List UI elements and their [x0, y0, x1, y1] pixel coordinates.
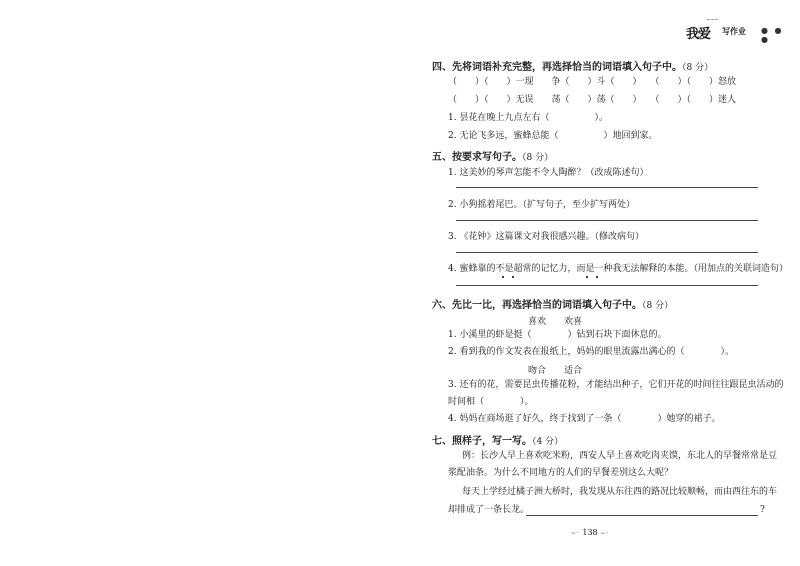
page-number-deco-left: ~· — [570, 530, 580, 537]
emphasis-dot — [512, 276, 514, 278]
s4-question-2[interactable]: 2. 无论飞多远，蜜蜂总能（ ）地回到家。 — [448, 131, 658, 141]
s5-question-3: 3. 《花钟》这篇课文对我很感兴趣。（修改病句） — [448, 232, 644, 242]
page-number — [560, 528, 620, 537]
s7-example-line-2: 浆配油条。为什么不同地方的人们的早餐差别这么大呢？ — [448, 468, 674, 478]
s5-answer-line-4[interactable] — [456, 285, 758, 286]
workbook-header — [686, 17, 786, 44]
s5-answer-line-2[interactable] — [456, 220, 758, 221]
s5-question-2: 2. 小狗摇着尾巴。（扩写句子，至少扩写两处） — [448, 200, 635, 210]
header-title: 我爱 — [686, 27, 711, 42]
section-6-title — [432, 296, 673, 311]
s6-question-4[interactable]: 4. 妈妈在商场逛了好久，终于找到了一条（ ）她穿的裙子。 — [448, 414, 721, 424]
s6-word-choices-2: 吻合 适合 — [528, 366, 583, 376]
s5-answer-line-3[interactable] — [456, 252, 758, 253]
emphasis-dot — [596, 276, 598, 278]
s7-paragraph-line-2: 却排成了一条长龙。 — [448, 505, 530, 515]
s7-answer-line[interactable] — [526, 515, 758, 516]
s7-paragraph-line-1: 每天上学经过橘子洲大桥时，我发现从东往西的路况比较顺畅，而由西往东的车 — [462, 487, 778, 497]
s7-question-mark: ? — [760, 505, 765, 515]
section-7-points: （4 分） — [532, 437, 564, 447]
section-4-title — [432, 58, 713, 73]
section-5-points: （8 分） — [522, 153, 554, 163]
s4-word-row-2[interactable]: （ ）（ ）无误 荡（ ）荡（ ） （ ）（ ）迷人 — [448, 95, 737, 105]
s6-word-choices-1: 喜欢 欢喜 — [528, 317, 583, 327]
page-number-deco-right: ~· — [600, 530, 610, 537]
header-subtitle: 写作业 — [722, 27, 746, 36]
s6-question-2[interactable]: 2. 看到我的作文发表在报纸上，妈妈的眼里流露出满心的（ ）。 — [448, 347, 734, 357]
s6-question-1[interactable]: 1. 小溪里的虾是挺（ ）钻到石块下面休息的。 — [448, 330, 667, 340]
section-6-points: （8 分） — [642, 301, 674, 311]
section-7-heading: 七、照样子，写一写。 — [432, 436, 532, 447]
emphasis-dot — [586, 276, 588, 278]
emphasis-dot — [502, 276, 504, 278]
s6-question-3: 3. 还有的花，需要昆虫传播花粉，才能结出种子，它们开花的时间往往跟昆虫活动的 — [448, 380, 784, 390]
section-5-heading: 五、按要求写句子。 — [432, 152, 522, 163]
s5-question-1: 1. 这美妙的琴声怎能不令人陶醉？（改成陈述句） — [448, 168, 649, 178]
section-7-title — [432, 432, 563, 447]
s4-word-row-1[interactable]: （ ）（ ）一现 争（ ）斗（ ） （ ）（ ）怒放 — [448, 77, 737, 87]
s6-question-3-cont[interactable]: 时间相（ ）。 — [448, 397, 534, 407]
header-dots: ● ● ● — [761, 26, 784, 44]
s4-question-1[interactable]: 1. 昙花在晚上九点左右（ ）。 — [448, 113, 608, 123]
header-ornament: ~~~ — [706, 17, 719, 23]
section-4-points: （8 分） — [682, 63, 714, 73]
section-5-title — [432, 148, 553, 163]
s7-example-line-1: 例：长沙人早上喜欢吃米粉，西安人早上喜欢吃肉夹馍，东北人的早餐常常是豆 — [462, 451, 778, 461]
page-number-value: 138 — [582, 528, 598, 537]
section-4-heading: 四、先将词语补充完整，再选择恰当的词语填入句子中。 — [432, 62, 682, 73]
s5-answer-line-1[interactable] — [456, 187, 758, 188]
s5-question-4: 4. 蜜蜂靠的不是超常的记忆力，而是一种我无法解释的本能。（用加点的关联词造句） — [448, 264, 788, 274]
section-6-heading: 六、先比一比，再选择恰当的词语填入句子中。 — [432, 300, 642, 311]
